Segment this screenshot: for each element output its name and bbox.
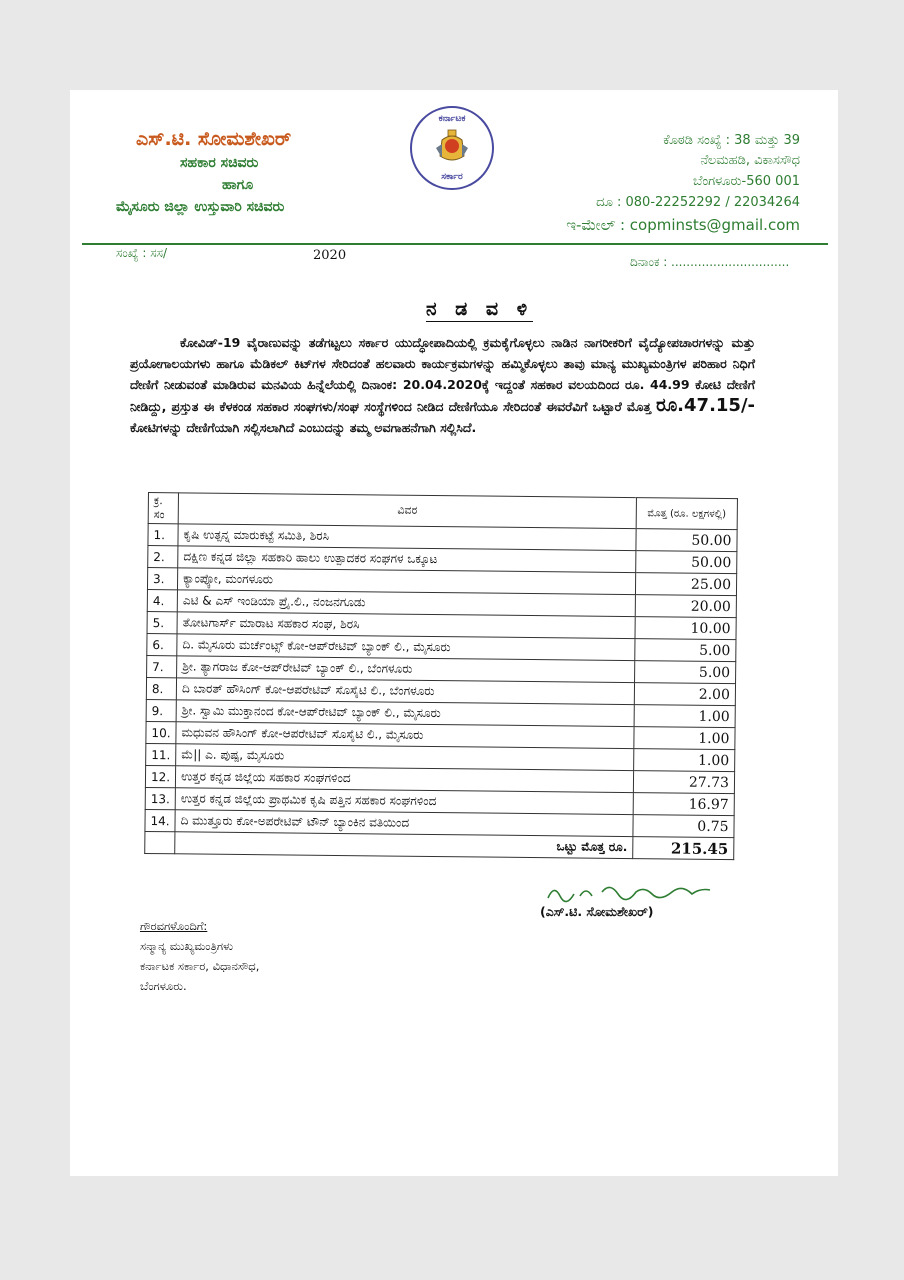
row-sl: 3. — [147, 568, 177, 590]
row-sl: 10. — [146, 721, 176, 743]
designation-line-3: ಮೈಸೂರು ಜಿಲ್ಲಾ ಉಸ್ತುವಾರಿ ಸಚಿವರು — [116, 199, 285, 215]
row-name: ತೋಟಗಾರ್ಸ್ ಮಾರಾಟ ಸಹಕಾರ ಸಂಘ, ಶಿರಸಿ — [177, 612, 635, 639]
total-amount-highlight: ರೂ.47.15/- — [656, 395, 755, 416]
body-text: ಕೋವಿಡ್-19 ವೈರಾಣುವನ್ನು ತಡೆಗಟ್ಟಲು ಸರ್ಕಾರ ಯುದ್ಧೋಪಾದಿಯಲ್ಲಿ ಕ್ರಮಕೈಗೊಳ್ಳಲು ನಾಡಿನ ನಾಗರೀಕರಿಗೆ ವೈದ್ಯೋಪಚಾರಗಳನ್ನು ಮತ್ತು ಪ್ರಯೋಗಾಲಯಗಳು ಹಾಗೂ ಮೆಡಿಕಲ್ ಕಿಟ್‌ಗಳ ಸೇರಿದಂತೆ ಹಲವಾರು ಕಾರ್ಯಕ್ರಮಗಳನ್ನು ಹಮ್ಮಿಕೊಳ್ಳಲು ತಾವು ಮಾನ್ಯ ಮುಖ್ಯಮಂತ್ರಿಗಳ ಪರಿಹಾರ ನಿಧಿಗೆ ದೇಣಿಗೆ ನೀಡುವಂತೆ ಮಾಡಿರುವ ಮನವಿಯ ಹಿನ್ನೆಲೆಯಲ್ಲಿ ದಿನಾಂಕ: 20.04.2020ಕ್ಕೆ ಇದ್ದಂತೆ ಸಹಕಾರ ವಲಯದಿಂದ ರೂ. 44.99 ಕೋಟಿ ದೇಣಿಗೆ ನೀಡಿದ್ದು, ಪ್ರಸ್ತುತ ಈ ಕೆಳಕಂಡ ಸಹಕಾರ ಸಂಘಗಳು/ಸಂಘ ಸಂಸ್ಥೆಗಳಿಂದ ನೀಡಿದ ದೇಣಿಗೆಯೂ ಸೇರಿದಂತೆ ಈವರೆವಿಗೆ ಒಟ್ಟಾರೆ ಮೊತ್ತ — [130, 335, 755, 414]
row-sl: 14. — [145, 809, 175, 831]
row-sl: 9. — [146, 699, 176, 721]
row-sl: 1. — [148, 524, 178, 546]
address-email[interactable]: ಇ-ಮೇಲ್ : copminsts@gmail.com — [566, 216, 800, 234]
row-name: ಉತ್ತರ ಕನ್ನಡ ಜಿಲ್ಲೆಯ ಪ್ರಾಥಮಿಕ ಕೃಷಿ ಪತ್ತಿನ ಸಹಕಾರ ಸಂಘಗಳಿಂದ — [175, 788, 633, 815]
header-details: ವಿವರ — [178, 493, 636, 529]
row-amount: 2.00 — [634, 683, 735, 706]
row-amount: 5.00 — [635, 639, 736, 662]
row-sl: 4. — [147, 589, 177, 611]
row-name: ಎಟಿ & ಎಸ್ ಇಂಡಿಯಾ ಪ್ರೈ.ಲಿ., ನಂಜನಗೂಡು — [177, 590, 635, 617]
date-field: ದಿನಾಂಕ : ............................... — [630, 255, 790, 269]
seal-bottom-text: ಸರ್ಕಾರ — [441, 172, 463, 182]
row-sl: 11. — [146, 743, 176, 765]
cc-line-1: ಸನ್ಮಾನ್ಯ ಮುಖ್ಯಮಂತ್ರಿಗಳು — [140, 939, 234, 953]
total-value: 215.45 — [633, 837, 734, 860]
emblem-icon — [432, 126, 472, 166]
row-amount: 1.00 — [634, 727, 735, 750]
row-amount: 5.00 — [635, 661, 736, 684]
donation-table — [144, 492, 738, 860]
header-amount: ಮೊತ್ತ (ರೂ. ಲಕ್ಷಗಳಲ್ಲಿ) — [636, 498, 737, 530]
state-emblem-seal — [410, 106, 494, 190]
header-sl: ಕ್ರ. ಸಂ — [148, 493, 178, 524]
cc-line-2: ಕರ್ನಾಟಕ ಸರ್ಕಾರ, ವಿಧಾನಸೌಧ, — [140, 959, 260, 973]
row-name: ದಕ್ಷಿಣ ಕನ್ನಡ ಜಿಲ್ಲಾ ಸಹಕಾರಿ ಹಾಲು ಉತ್ಪಾದಕರ ಸಂಘಗಳ ಒಕ್ಕೂಟ — [178, 546, 636, 573]
row-name: ಮೆ|| ಎ. ಪುಷ್ಪ, ಮೈಸೂರು — [176, 744, 634, 771]
row-name: ದಿ ಬಾರತ್ ಹೌಸಿಂಗ್ ಕೋ-ಆಪರೇಟಿವ್ ಸೊಸೈಟಿ ಲಿ., ಬೆಂಗಳೂರು — [176, 678, 634, 705]
address-phone: ದೂ : 080-22252292 / 22034264 — [596, 195, 800, 210]
row-sl: 12. — [145, 765, 175, 787]
row-name: ಶ್ರೀ. ತ್ಯಾಗರಾಜ ಕೋ-ಆಪ್‌ರೇಟಿವ್ ಬ್ಯಾಂಕ್ ಲಿ., ಬೆಂಗಳೂರು — [177, 656, 635, 683]
row-sl: 13. — [145, 787, 175, 809]
row-name: ಉತ್ತರ ಕನ್ನಡ ಜಿಲ್ಲೆಯ ಸಹಕಾರ ಸಂಘಗಳಿಂದ — [175, 766, 633, 793]
row-amount: 0.75 — [633, 815, 734, 838]
row-amount: 50.00 — [636, 529, 737, 552]
signatory-name: (ಎಸ್.ಟಿ. ಸೋಮಶೇಖರ್) — [540, 904, 654, 919]
address-building: ನೆಲಮಹಡಿ, ವಿಕಾಸಸೌಧ — [700, 153, 800, 168]
total-label: ಒಟ್ಟು ಮೊತ್ತ ರೂ. — [175, 832, 633, 859]
cc-heading: ಗೌರವಗಳೊಂದಿಗೆ: — [140, 919, 208, 933]
row-amount: 50.00 — [636, 551, 737, 574]
table-body — [145, 524, 737, 838]
row-amount: 16.97 — [633, 793, 734, 816]
row-name: ಕ್ಯಾಂಪ್ಕೋ, ಮಂಗಳೂರು — [178, 568, 636, 595]
row-sl: 2. — [148, 546, 178, 568]
designation-line-2: ಹಾಗೂ — [222, 177, 254, 193]
row-sl: 7. — [147, 655, 177, 677]
row-name: ದಿ ಮುತ್ತೂರು ಕೋ-ಅಪರೇಟಿವ್ ಟೌನ್ ಬ್ಯಾಂಕಿನ ವತಿಯಿಂದ — [175, 810, 633, 837]
row-amount: 25.00 — [635, 573, 736, 596]
letter-page — [70, 90, 838, 1176]
body-paragraph — [130, 332, 755, 438]
document-title: ನ ಡ ವ ಳಿ — [426, 298, 534, 320]
reference-year: 2020 — [313, 248, 347, 263]
designation-line-1: ಸಹಕಾರ ಸಚಿವರು — [180, 155, 259, 171]
row-name: ದಿ. ಮೈಸೂರು ಮರ್ಚೆಂಟ್ಸ್ ಕೋ-ಆಪ್‌ರೇಟಿವ್ ಬ್ಯಾಂಕ್ ಲಿ., ಮೈಸೂರು — [177, 634, 635, 661]
reference-number: ಸಂಖ್ಯೆ : ಸಸ/ — [116, 246, 168, 260]
minister-name: ಎಸ್.ಟಿ. ಸೋಮಶೇಖರ್ — [136, 128, 292, 150]
row-amount: 10.00 — [635, 617, 736, 640]
row-amount: 20.00 — [635, 595, 736, 618]
row-name: ಶ್ರೀ. ಸ್ವಾಮಿ ಮುಕ್ತಾನಂದ ಕೋ-ಆಪ್‌ರೇಟಿವ್ ಬ್ಯಾಂಕ್ ಲಿ., ಮೈಸೂರು — [176, 700, 634, 727]
row-sl: 5. — [147, 611, 177, 633]
row-sl: 8. — [146, 677, 176, 699]
row-name: ಕೃಷಿ ಉತ್ಪನ್ನ ಮಾರುಕಟ್ಟೆ ಸಮಿತಿ, ಶಿರಸಿ — [178, 524, 636, 551]
row-amount: 27.73 — [633, 771, 734, 794]
address-room: ಕೊಠಡಿ ಸಂಖ್ಯೆ : 38 ಮತ್ತು 39 — [663, 133, 800, 148]
row-amount: 1.00 — [634, 749, 735, 772]
row-name: ಮಧುವನ ಹೌಸಿಂಗ್ ಕೋ-ಆಪರೇಟಿವ್ ಸೊಸೈಟಿ ಲಿ., ಮೈಸೂರು — [176, 722, 634, 749]
row-amount: 1.00 — [634, 705, 735, 728]
copy-to-block — [140, 916, 259, 996]
body-text-end: ಕೋಟಿಗಳನ್ನು ದೇಣಿಗೆಯಾಗಿ ಸಲ್ಲಿಸಲಾಗಿದೆ ಎಂಬುದನ್ನು ತಮ್ಮ ಅವಗಾಹನೆಗಾಗಿ ಸಲ್ಲಿಸಿದೆ. — [130, 420, 477, 435]
row-sl: 6. — [147, 633, 177, 655]
seal-top-text: ಕರ್ನಾಟಕ — [438, 114, 466, 124]
address-city: ಬೆಂಗಳೂರು-560 001 — [692, 174, 800, 189]
cc-line-3: ಬೆಂಗಳೂರು. — [140, 979, 187, 993]
header-divider — [82, 243, 828, 245]
